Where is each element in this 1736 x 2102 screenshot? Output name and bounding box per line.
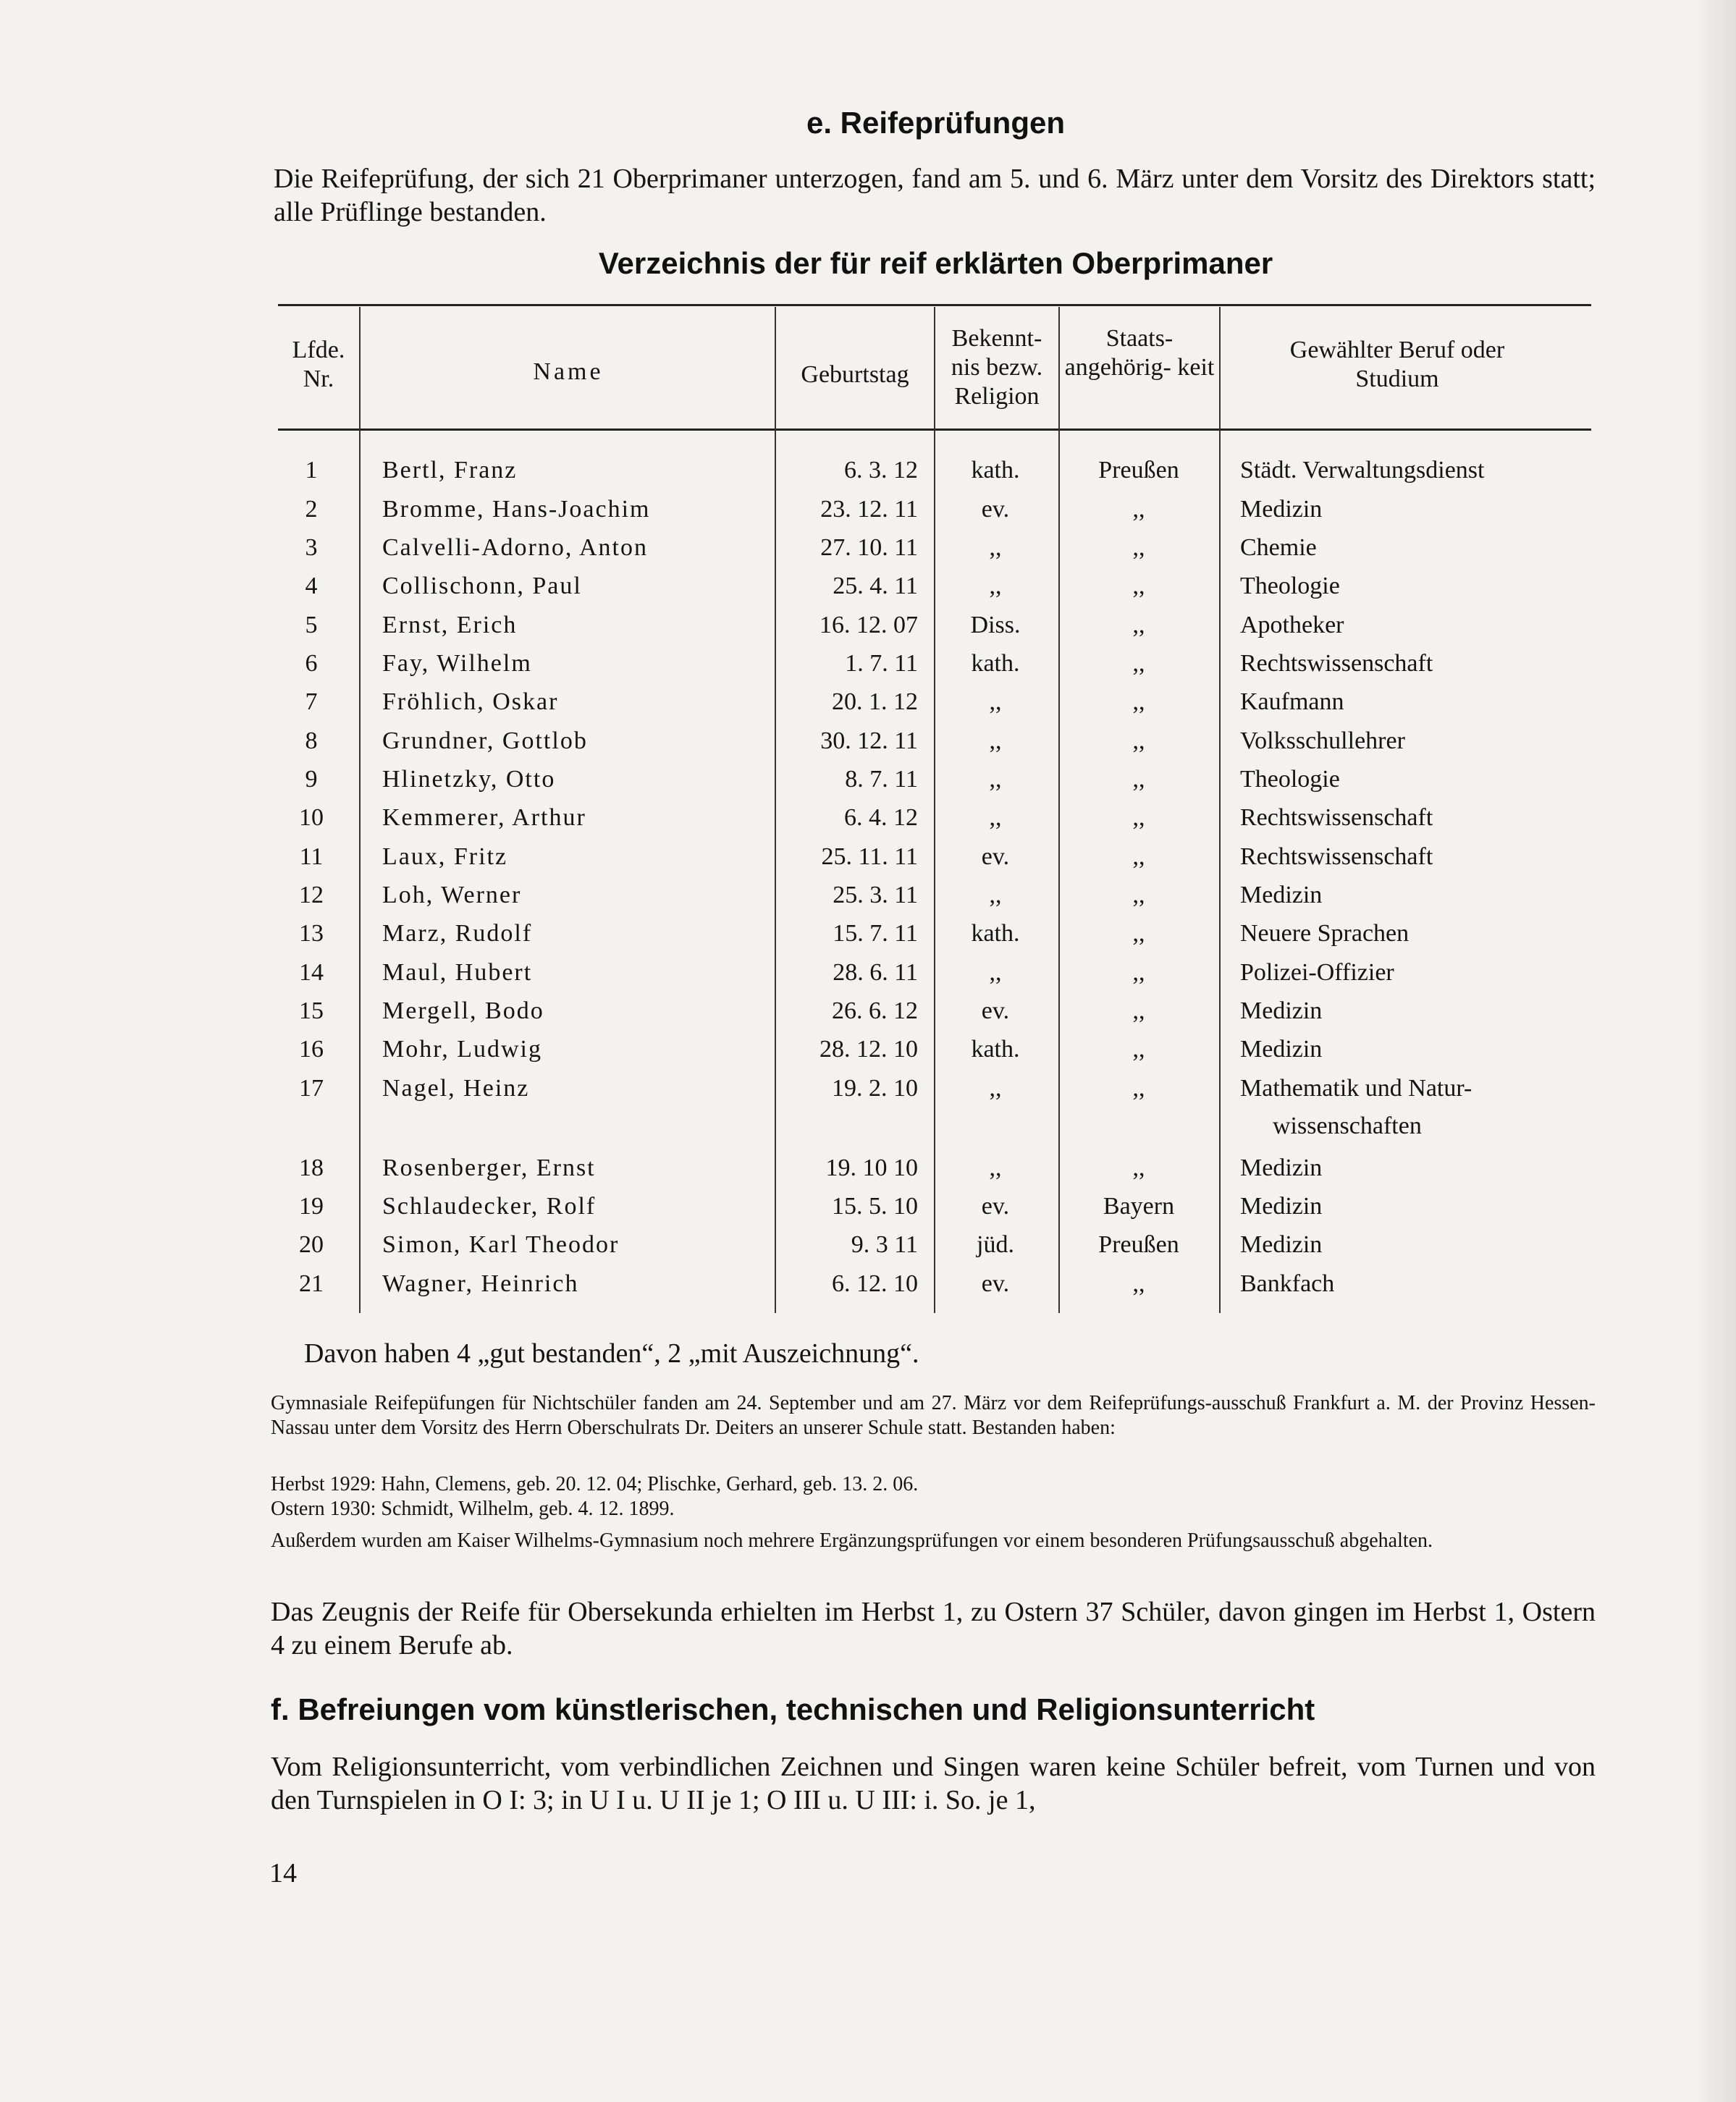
cell-religion: ,, (989, 882, 1002, 908)
cell-name: Simon, Karl Theodor (382, 1231, 620, 1258)
cell-name: Laux, Fritz (382, 843, 508, 870)
cell-name: Marz, Rudolf (382, 920, 533, 947)
cell-nr: 3 (305, 534, 318, 561)
cell-staat: Preußen (1098, 1231, 1179, 1258)
cell-religion: ,, (989, 1075, 1002, 1102)
header-staat: Staats- angehörig- keit (1064, 325, 1215, 381)
cell-beruf: Apotheker (1240, 612, 1344, 638)
cell-staat: ,, (1132, 882, 1145, 908)
cell-religion: ev. (981, 496, 1010, 523)
cell-nr: 2 (305, 496, 318, 523)
cell-name: Collischonn, Paul (382, 573, 582, 599)
cell-nr: 10 (299, 804, 324, 831)
cell-beruf: Städt. Verwaltungsdienst (1240, 457, 1485, 484)
cell-dob: 20. 1. 12 (832, 688, 918, 715)
section-e-title: e. Reifeprüfungen (806, 106, 1066, 140)
header-dob: Geburtstag (801, 361, 909, 388)
cell-beruf: Medizin (1240, 1036, 1323, 1063)
cell-dob: 19. 2. 10 (832, 1075, 918, 1102)
cell-name: Ernst, Erich (382, 612, 518, 638)
cell-religion: kath. (971, 920, 1020, 947)
cell-dob: 25. 11. 11 (821, 843, 918, 870)
cell-name: Wagner, Heinrich (382, 1270, 579, 1297)
cell-name: Bertl, Franz (382, 457, 518, 484)
cell-nr: 6 (305, 650, 318, 677)
cell-dob: 16. 12. 07 (819, 612, 918, 638)
cell-staat: ,, (1132, 650, 1145, 677)
cell-beruf: Rechtswissenschaft (1240, 843, 1433, 870)
cell-staat: ,, (1132, 727, 1145, 754)
page-number: 14 (269, 1858, 297, 1888)
header-religion: Bekennt- nis bezw. Religion (951, 325, 1043, 410)
column-divider (359, 307, 361, 1313)
cell-nr: 8 (305, 727, 318, 754)
cell-beruf: Medizin (1240, 496, 1323, 523)
cell-staat: ,, (1132, 573, 1145, 599)
summary-line: Davon haben 4 „gut bestanden“, 2 „mit Auszeichnung“. (304, 1338, 919, 1369)
cell-beruf: Rechtswissenschaft (1240, 650, 1433, 677)
cell-nr: 21 (299, 1270, 324, 1297)
cell-beruf: Mathematik und Natur- (1240, 1075, 1472, 1102)
cell-beruf: Medizin (1240, 1155, 1323, 1181)
cell-staat: Bayern (1103, 1193, 1175, 1220)
cell-nr: 4 (305, 573, 318, 599)
cell-religion: jüd. (977, 1231, 1014, 1258)
cell-dob: 25. 3. 11 (833, 882, 918, 908)
cell-religion: ,, (989, 688, 1002, 715)
cell-staat: ,, (1132, 843, 1145, 870)
cell-name: Calvelli-Adorno, Anton (382, 534, 648, 561)
cell-religion: ,, (989, 804, 1002, 831)
cell-nr: 13 (299, 920, 324, 947)
cell-nr: 15 (299, 997, 324, 1024)
section-f-paragraph: Vom Religionsunterricht, vom verbindlichen Zeichnen und Singen waren keine Schüler befreit, vom Turnen und von den Turnspielen in O I: 3; in U I u. U II je 1; O III u. U III: i. So. je 1, (271, 1752, 1596, 1815)
cell-nr: 18 (299, 1155, 324, 1181)
cell-name: Nagel, Heinz (382, 1075, 530, 1102)
cell-name: Grundner, Gottlob (382, 727, 588, 754)
cell-religion: ,, (989, 766, 1002, 793)
cell-religion: ,, (989, 727, 1002, 754)
cell-beruf: Polizei-Offizier (1240, 959, 1394, 986)
cell-dob: 25. 4. 11 (833, 573, 918, 599)
cell-nr: 7 (305, 688, 318, 715)
cell-beruf: Chemie (1240, 534, 1317, 561)
cell-beruf: Volksschullehrer (1240, 727, 1405, 754)
column-divider (1219, 307, 1221, 1313)
list-title: Verzeichnis der für reif erklärten Oberprimaner (598, 246, 1273, 280)
cell-dob: 19. 10 10 (825, 1155, 918, 1181)
cell-nr: 17 (299, 1075, 324, 1102)
cell-dob: 1. 7. 11 (845, 650, 918, 677)
cell-religion: ,, (989, 573, 1002, 599)
cell-staat: ,, (1132, 496, 1145, 523)
cell-nr: 16 (299, 1036, 324, 1063)
header-name: Name (533, 358, 604, 385)
cell-name: Maul, Hubert (382, 959, 533, 986)
cell-dob: 9. 3 11 (851, 1231, 918, 1258)
cell-staat: ,, (1132, 688, 1145, 715)
cell-religion: kath. (971, 457, 1020, 484)
column-divider (934, 307, 935, 1313)
cell-staat: ,, (1132, 804, 1145, 831)
cell-name: Kemmerer, Arthur (382, 804, 586, 831)
cell-beruf: Neuere Sprachen (1240, 920, 1410, 947)
nonstudent-paragraph: Gymnasiale Reifepüfungen für Nichtschüler fanden am 24. September und am 27. März vor dem Reifeprüfungs-ausschuß Frankfurt a. M. der Provinz Hessen-Nassau unter dem Vorsitz des Herrn Oberschulrats Dr. Deiters an unserer Schule statt. Bestanden haben: (271, 1392, 1596, 1439)
cell-beruf: Theologie (1240, 573, 1340, 599)
cell-dob: 28. 6. 11 (833, 959, 918, 986)
cell-beruf: Medizin (1240, 1193, 1323, 1220)
cell-beruf-continued: wissenschaften (1273, 1113, 1422, 1139)
cell-religion: ev. (981, 843, 1010, 870)
cell-staat: ,, (1132, 1270, 1145, 1297)
cell-nr: 14 (299, 959, 324, 986)
cell-nr: 12 (299, 882, 324, 908)
cell-dob: 6. 12. 10 (832, 1270, 918, 1297)
cell-nr: 1 (305, 457, 318, 484)
cell-dob: 6. 4. 12 (844, 804, 918, 831)
additional-paragraph: Außerdem wurden am Kaiser Wilhelms-Gymnasium noch mehrere Ergänzungsprüfungen vor einem besonderen Prüfungsausschuß abgehalten. (271, 1529, 1433, 1552)
cell-nr: 20 (299, 1231, 324, 1258)
header-nr: Lfde. Nr. (292, 337, 345, 392)
cell-religion: Diss. (970, 612, 1021, 638)
cell-name: Fay, Wilhelm (382, 650, 532, 677)
cell-dob: 8. 7. 11 (845, 766, 918, 793)
cell-religion: ,, (989, 1155, 1002, 1181)
cell-dob: 6. 3. 12 (844, 457, 918, 484)
cell-dob: 26. 6. 12 (832, 997, 918, 1024)
cell-dob: 30. 12. 11 (820, 727, 918, 754)
ostern-line: Ostern 1930: Schmidt, Wilhelm, geb. 4. 12. 1899. (271, 1498, 675, 1520)
intro-paragraph: Die Reifeprüfung, der sich 21 Oberprimaner unterzogen, fand am 5. und 6. März unter dem Vorsitz des Direktors statt; alle Prüflinge bestanden. (274, 164, 1596, 227)
cell-name: Loh, Werner (382, 882, 522, 908)
cell-nr: 5 (305, 612, 318, 638)
cell-beruf: Theologie (1240, 766, 1340, 793)
cell-religion: kath. (971, 1036, 1020, 1063)
cell-religion: kath. (971, 650, 1020, 677)
cell-staat: ,, (1132, 997, 1145, 1024)
cell-religion: ev. (981, 1270, 1010, 1297)
cell-staat: Preußen (1098, 457, 1179, 484)
cell-staat: ,, (1132, 766, 1145, 793)
cell-beruf: Kaufmann (1240, 688, 1344, 715)
cell-religion: ev. (981, 997, 1010, 1024)
cell-nr: 11 (299, 843, 324, 870)
cell-beruf: Medizin (1240, 1231, 1323, 1258)
cell-staat: ,, (1132, 920, 1145, 947)
cell-religion: ,, (989, 959, 1002, 986)
cell-beruf: Rechtswissenschaft (1240, 804, 1433, 831)
cell-dob: 15. 7. 11 (833, 920, 918, 947)
cell-nr: 19 (299, 1193, 324, 1220)
section-f-title: f. Befreiungen vom künstlerischen, technischen und Religionsunterricht (271, 1692, 1315, 1726)
cell-staat: ,, (1132, 1075, 1145, 1102)
cell-name: Mohr, Ludwig (382, 1036, 542, 1063)
cell-staat: ,, (1132, 1155, 1145, 1181)
cell-religion: ev. (981, 1193, 1010, 1220)
obersekunda-paragraph: Das Zeugnis der Reife für Obersekunda erhielten im Herbst 1, zu Ostern 37 Schüler, davon gingen im Herbst 1, Ostern 4 zu einem Berufe ab. (271, 1597, 1596, 1660)
cell-name: Hlinetzky, Otto (382, 766, 556, 793)
cell-beruf: Medizin (1240, 882, 1323, 908)
cell-name: Rosenberger, Ernst (382, 1155, 596, 1181)
cell-religion: ,, (989, 534, 1002, 561)
cell-nr: 9 (305, 766, 318, 793)
cell-name: Mergell, Bodo (382, 997, 544, 1024)
page-edge-shadow (1693, 0, 1736, 2102)
cell-beruf: Medizin (1240, 997, 1323, 1024)
cell-beruf: Bankfach (1240, 1270, 1335, 1297)
cell-dob: 28. 12. 10 (819, 1036, 918, 1063)
cell-dob: 27. 10. 11 (820, 534, 918, 561)
cell-name: Bromme, Hans-Joachim (382, 496, 651, 523)
table-top-rule (278, 304, 1591, 306)
cell-staat: ,, (1132, 1036, 1145, 1063)
herbst-line: Herbst 1929: Hahn, Clemens, geb. 20. 12. 04; Plischke, Gerhard, geb. 13. 2. 06. (271, 1473, 919, 1495)
cell-staat: ,, (1132, 612, 1145, 638)
cell-staat: ,, (1132, 534, 1145, 561)
cell-dob: 23. 12. 11 (820, 496, 918, 523)
cell-staat: ,, (1132, 959, 1145, 986)
cell-name: Fröhlich, Oskar (382, 688, 559, 715)
cell-name: Schlaudecker, Rolf (382, 1193, 597, 1220)
header-beruf: Gewählter Beruf oder Studium (1289, 337, 1505, 392)
cell-dob: 15. 5. 10 (832, 1193, 918, 1220)
